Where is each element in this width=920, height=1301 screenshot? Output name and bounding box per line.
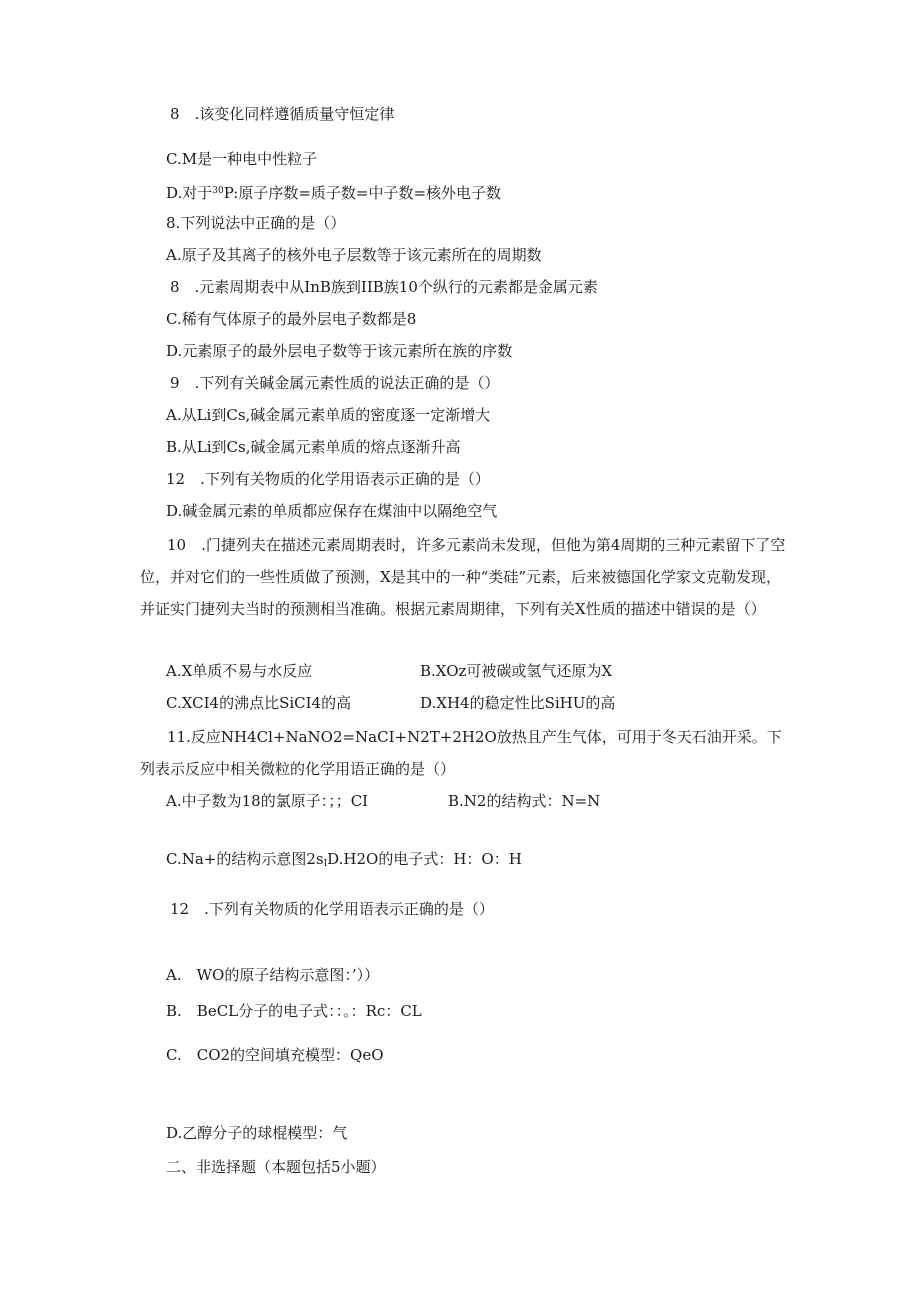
q11-option-d: D.H2O的电子式：H：O：H — [327, 850, 522, 868]
q10-option-b: B.XOz可被碳或氢气还原为X — [420, 662, 613, 680]
q9-option-d: D.碱金属元素的单质都应保存在煤油中以隔绝空气 — [166, 502, 498, 520]
q9-option-c: 12 .下列有关物质的化学用语表示正确的是（） — [166, 470, 490, 488]
question-10-stem: 10 .门捷列夫在描述元素周期表时，许多元素尚未发现，但他为第4周期的三种元素留下了空位，并对它们的一些性质做了预测，X是其中的一种“类硅”元素，后来被德国化学家文克勒发现，并证实门捷列夫当时的预测相当准确。根据元素周期律，下列有关X性质的描述中错误的是（） — [140, 536, 786, 618]
q10-option-a: A.X单质不易与水反应 — [166, 662, 313, 680]
q12-option-b: B. BeCL分子的电子式：：。：Rc：CL — [166, 1002, 422, 1020]
option-d-prefix: D.对于 — [166, 184, 213, 202]
question-12-stem: 12 .下列有关物质的化学用语表示正确的是（） — [170, 900, 494, 918]
option-c-line: C.M是一种电中性粒子 — [166, 150, 318, 168]
q11-option-b: B.N2的结构式：N=N — [448, 792, 601, 810]
q9-option-a: A.从Li到Cs,碱金属元素单质的密度逐一定渐增大 — [166, 406, 491, 424]
option-d-text: P:原子序数=质子数=中子数=核外电子数 — [223, 184, 502, 202]
q8-option-d: D.元素原子的最外层电子数等于该元素所在族的序数 — [166, 342, 513, 360]
q8-option-c: C.稀有气体原子的最外层电子数都是8 — [166, 310, 417, 328]
q9-option-b: B.从Li到Cs,碱金属元素单质的熔点逐渐升高 — [166, 438, 461, 456]
question-8-stem: 8.下列说法中正确的是（） — [166, 214, 346, 232]
question-11-stem: 11.反应NH4Cl+NaNO2=NaCI+N2T+2H2O放热且产生气体，可用于冬天石油开采。下列表示反应中相关微粒的化学用语正确的是（） — [140, 728, 782, 778]
q12-option-c: C. CO2的空间填充模型：QeO — [166, 1046, 384, 1064]
subscript-mark: I — [323, 859, 328, 869]
q10-option-c: C.XCI4的沸点比SiCI4的高 — [166, 694, 352, 712]
q11-option-c-d — [166, 849, 522, 869]
q11-option-c: C.Na+的结构示意图2s — [166, 850, 324, 868]
question-9-stem: 9 .下列有关碱金属元素性质的说法正确的是（） — [170, 374, 500, 392]
q8-option-a: A.原子及其离子的核外电子层数等于该元素所在的周期数 — [166, 246, 542, 264]
mass-number: 30 — [212, 186, 224, 196]
q12-option-d: D.乙醇分子的球棍模型：气 — [166, 1124, 348, 1142]
option-d-line — [166, 181, 501, 201]
q12-option-a: A. WO的原子结构示意图：’）） — [166, 966, 380, 984]
option-b-line: 8 .该变化同样遵循质量守恒定律 — [170, 105, 395, 123]
section-heading: 二、非选择题（本题包括5小题） — [166, 1158, 386, 1176]
q11-option-a: A.中子数为18的氯原子：；；CI — [166, 792, 369, 810]
q8-option-b: 8 .元素周期表中从InB族到IIB族10个纵行的元素都是金属元素 — [170, 278, 598, 296]
q10-option-d: D.XH4的稳定性比SiHU的高 — [420, 694, 616, 712]
